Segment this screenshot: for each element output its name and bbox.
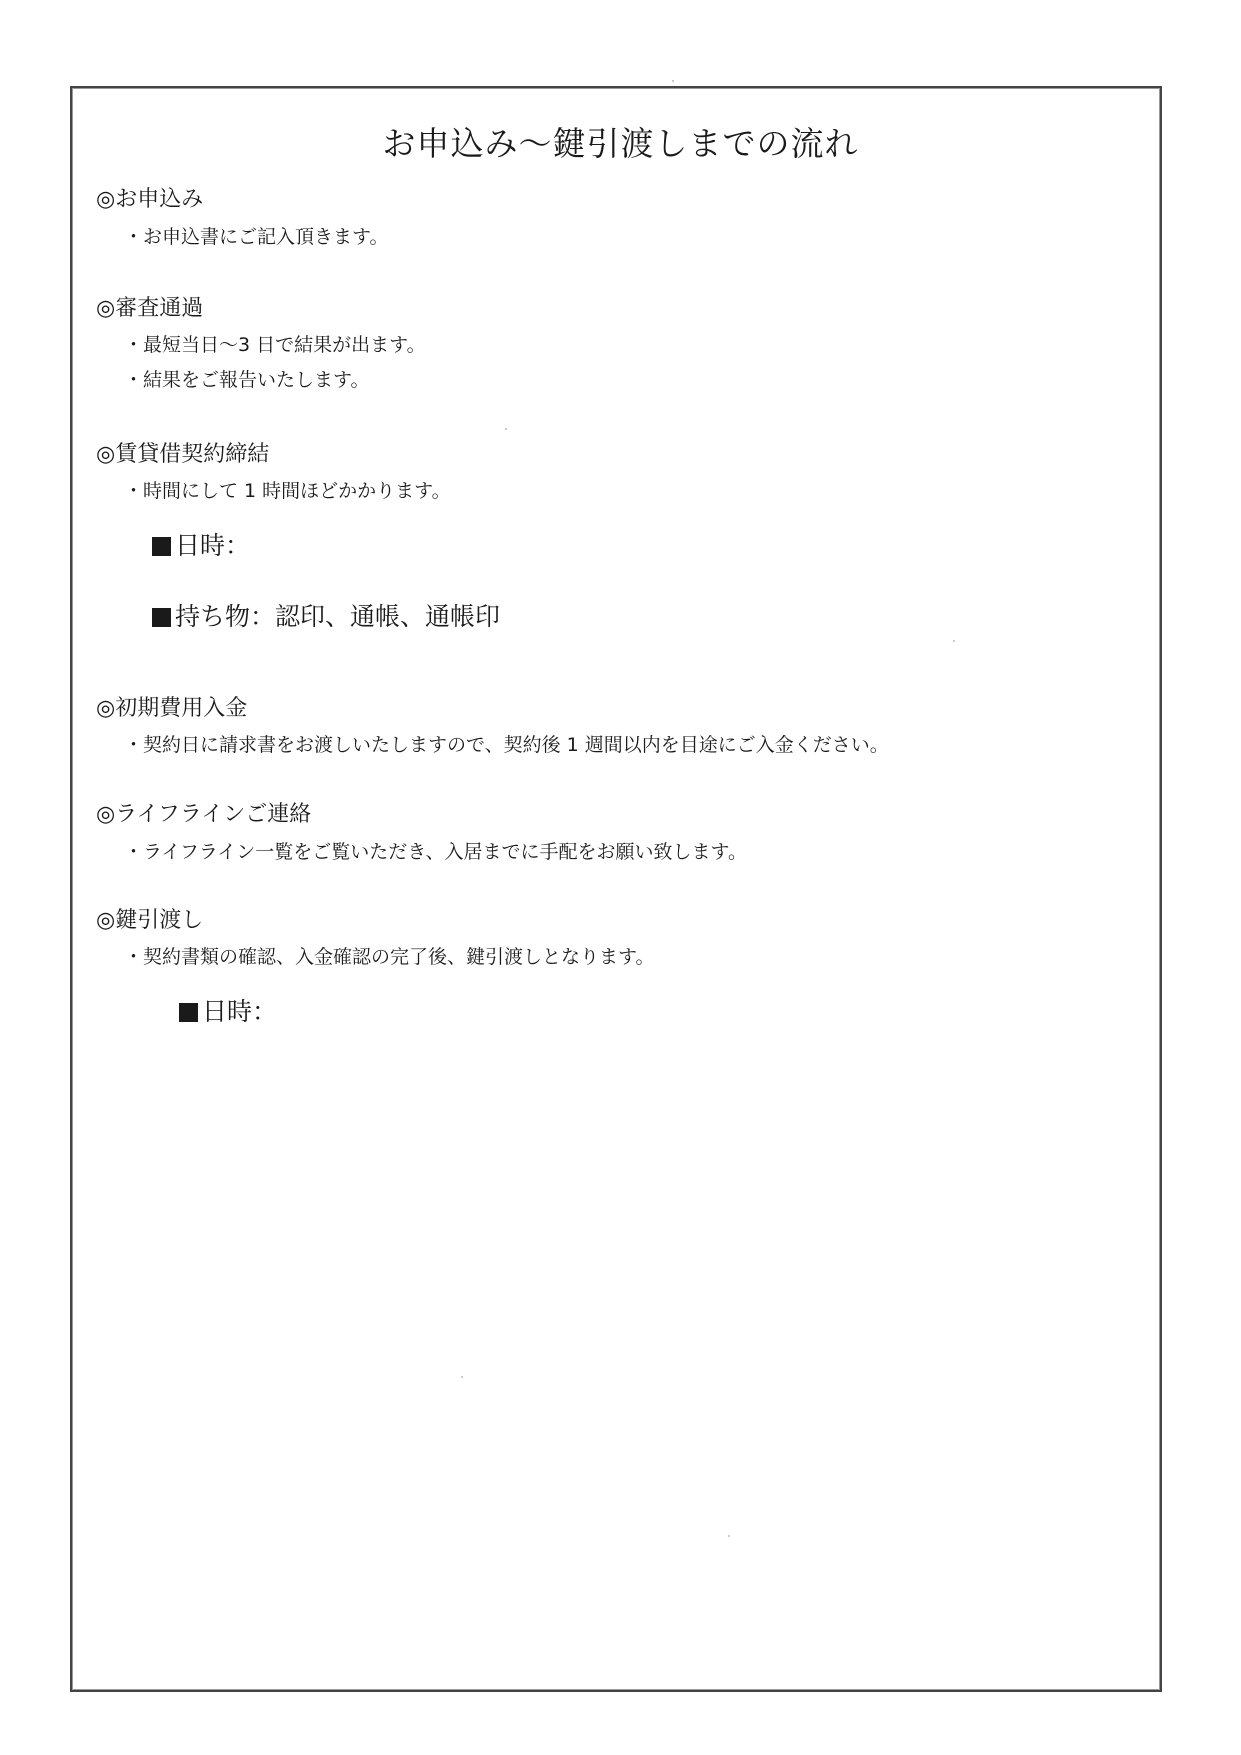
page-border xyxy=(70,86,1162,1692)
square-bullet-icon xyxy=(152,608,171,627)
page-title: お申込み～鍵引渡しまでの流れ xyxy=(382,124,859,163)
scan-speck xyxy=(672,80,674,82)
scan-speck xyxy=(505,428,507,430)
bullet-contract-duration: ・時間にして 1 時間ほどかかります。 xyxy=(124,480,451,502)
bullet-screening-report: ・結果をご報告いたします。 xyxy=(124,369,370,391)
scan-speck xyxy=(728,1535,730,1537)
square-bullet-icon xyxy=(152,537,171,556)
bullet-screening-result-time: ・最短当日～3 日で結果が出ます。 xyxy=(124,334,426,356)
section-heading-screening: ◎審査通過 xyxy=(96,296,204,321)
section-heading-initial-payment: ◎初期費用入金 xyxy=(96,696,248,721)
contract-datetime-label: 日時： xyxy=(175,531,251,560)
square-bullet-icon xyxy=(179,1003,198,1022)
scan-speck xyxy=(953,640,955,642)
bullet-key-handover-condition: ・契約書類の確認、入金確認の完了後、鍵引渡しとなります。 xyxy=(124,946,655,968)
bullet-application-form: ・お申込書にご記入頂きます。 xyxy=(124,226,389,248)
handover-datetime-field xyxy=(179,996,277,1028)
bullet-lifeline-arrangement: ・ライフライン一覧をご覧いただき、入居までに手配をお願い致します。 xyxy=(124,841,748,863)
contract-datetime-field xyxy=(152,530,250,562)
handover-datetime-label: 日時： xyxy=(202,997,278,1026)
bullet-payment-deadline: ・契約日に請求書をお渡しいたしますので、契約後 1 週間以内を目途にご入金ください。 xyxy=(124,734,889,756)
contract-belongings-label: 持ち物：認印、通帳、通帳印 xyxy=(175,602,501,631)
section-heading-application: ◎お申込み xyxy=(96,187,204,212)
section-heading-lifeline-contact: ◎ライフラインご連絡 xyxy=(96,802,312,827)
contract-belongings-field xyxy=(152,601,500,633)
section-heading-key-handover: ◎鍵引渡し xyxy=(96,908,204,933)
scan-speck xyxy=(461,1376,463,1378)
section-heading-lease-contract: ◎賃貸借契約締結 xyxy=(96,442,270,467)
